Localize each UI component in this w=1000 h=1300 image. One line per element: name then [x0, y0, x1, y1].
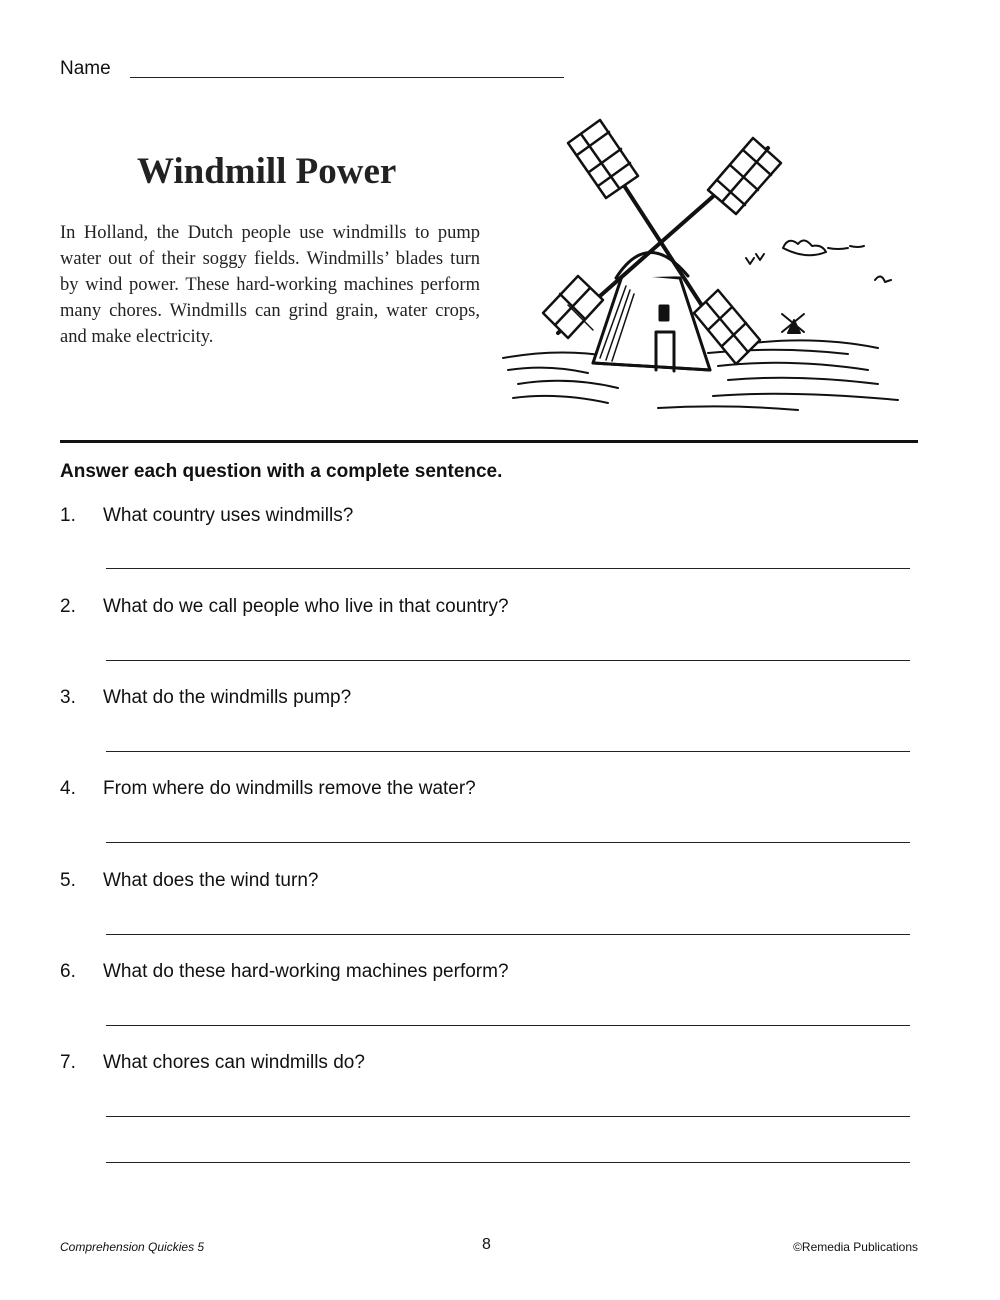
question-text: What chores can windmills do? — [103, 1052, 365, 1073]
question-number: 1. — [60, 505, 76, 526]
question-number: 3. — [60, 687, 76, 708]
question-text: What country uses windmills? — [103, 505, 354, 526]
page-number: 8 — [482, 1236, 491, 1253]
question-text: What do the windmills pump? — [103, 687, 352, 708]
question-text: What do we call people who live in that country? — [103, 596, 509, 617]
windmill-illustration — [498, 108, 908, 418]
name-label: Name — [60, 58, 111, 79]
name-input-line[interactable] — [130, 77, 564, 78]
answer-line[interactable] — [106, 842, 910, 843]
answer-line[interactable] — [106, 660, 910, 661]
footer-copyright: ©Remedia Publications — [793, 1240, 918, 1254]
reading-passage: In Holland, the Dutch people use windmills to pump water out of their soggy fields. Windmills’ blades turn by wind power. These hard-working machines perform many chores. Windmills can grind grain, water crops, and make electricity. — [60, 223, 480, 347]
question-text: From where do windmills remove the water? — [103, 778, 476, 799]
name-field — [60, 58, 570, 84]
question-number: 6. — [60, 961, 76, 982]
answer-line[interactable] — [106, 568, 910, 569]
footer-book-title: Comprehension Quickies 5 — [60, 1240, 205, 1254]
question-number: 4. — [60, 778, 76, 799]
answer-line[interactable] — [106, 1025, 910, 1026]
page-title: Windmill Power — [137, 151, 397, 192]
question-text: What do these hard-working machines perform? — [103, 961, 509, 982]
answer-line[interactable] — [106, 1162, 910, 1163]
question-number: 7. — [60, 1052, 76, 1073]
instructions: Answer each question with a complete sentence. — [60, 461, 503, 482]
answer-line[interactable] — [106, 751, 910, 752]
question-text: What does the wind turn? — [103, 870, 319, 891]
question-number: 2. — [60, 596, 76, 617]
section-divider — [60, 440, 918, 443]
answer-line[interactable] — [106, 1116, 910, 1117]
question-number: 5. — [60, 870, 76, 891]
answer-line[interactable] — [106, 934, 910, 935]
